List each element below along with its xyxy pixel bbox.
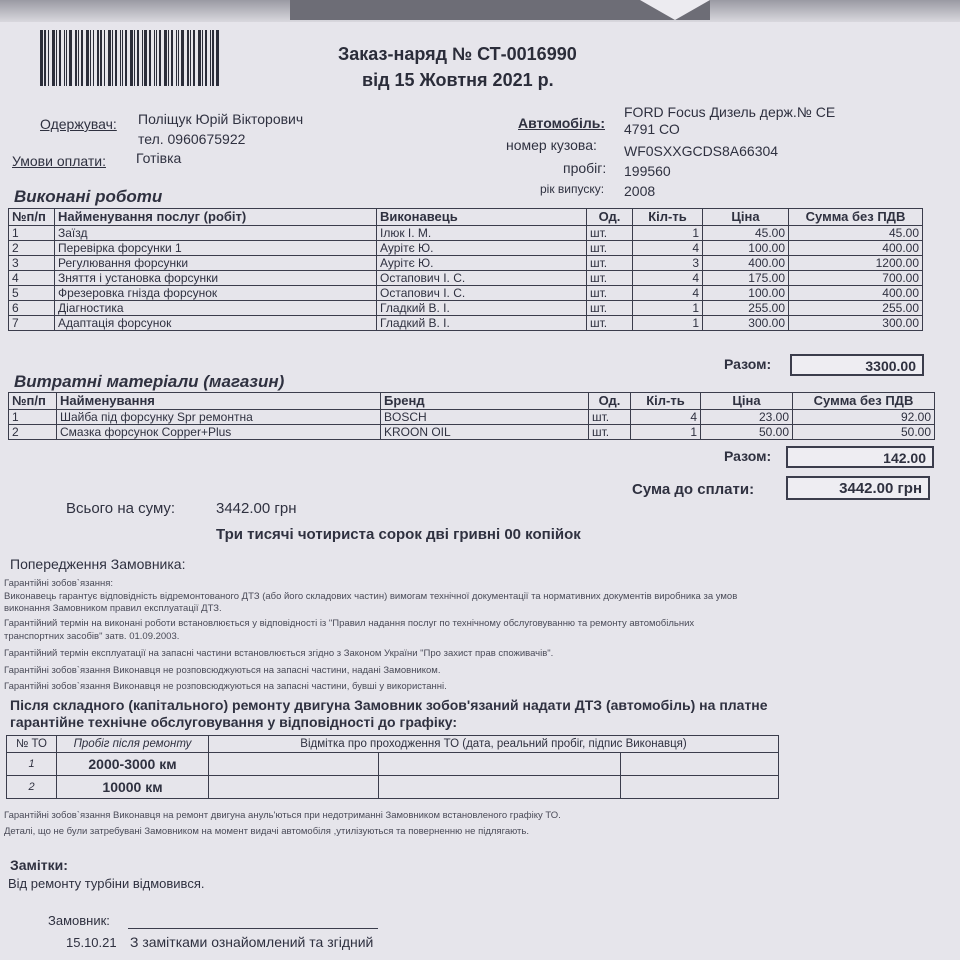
works-cell: 3 [633, 256, 703, 271]
barcode-bar [178, 30, 179, 86]
barcode-bar [130, 30, 133, 86]
barcode-bar [176, 30, 177, 86]
barcode-bar [90, 30, 91, 86]
barcode-bar [48, 30, 49, 86]
works-cell: 300.00 [703, 316, 789, 331]
signature-line [128, 928, 378, 929]
works-cell: Перевірка форсунки 1 [55, 241, 377, 256]
agreement-text: З замітками ознайомлений та згідний [130, 934, 374, 950]
year-value: 2008 [624, 183, 656, 199]
materials-table [8, 392, 935, 440]
barcode [40, 30, 262, 86]
top-band [0, 0, 960, 22]
barcode-bar [137, 30, 139, 86]
barcode-bar [216, 30, 219, 86]
works-cell: 4 [633, 271, 703, 286]
barcode-bar [210, 30, 211, 86]
works-cell: Гладкий В. І. [377, 301, 587, 316]
recipient-phone: тел. 0960675922 [138, 131, 246, 147]
barcode-bar [181, 30, 184, 86]
barcode-bar [56, 30, 57, 86]
works-total-value: 3300.00 [790, 354, 924, 376]
barcode-bar [120, 30, 121, 86]
works-row [9, 241, 923, 256]
barcode-bar [104, 30, 105, 86]
materials-header-cell: Найменування [57, 393, 381, 410]
materials-cell: шт. [589, 425, 631, 440]
barcode-bar [159, 30, 161, 86]
barcode-bar [149, 30, 151, 86]
barcode-bar [168, 30, 169, 86]
works-cell: шт. [587, 256, 633, 271]
total-sum-value: 3442.00 грн [216, 500, 297, 517]
barcode-bar [125, 30, 127, 86]
works-cell: 255.00 [789, 301, 923, 316]
car-line1: FORD Focus Дизель держ.№ СЕ [624, 104, 836, 120]
warning-line: Виконавець гарантує відповідність відремонтованого ДТЗ (або його складових частин) вимогам технічної документації та нормативних документів виробника за умов [4, 591, 738, 602]
car-line2: 4791 СО [624, 121, 680, 137]
barcode-bar [78, 30, 79, 86]
warning-line: Гарантійні зобов`язання Виконавця не розповсюджуються на запасні частини, надані Замовником. [4, 665, 441, 676]
warning-line: виконання Замовником правил експлуатації ДТЗ. [4, 603, 222, 614]
barcode-bar [44, 30, 46, 86]
materials-cell: Шайба під форсунку Spr ремонтна [57, 410, 381, 425]
pay-value: 3442.00 грн [786, 476, 930, 500]
works-row [9, 256, 923, 271]
barcode-bar [64, 30, 65, 86]
works-header-row [9, 209, 923, 226]
barcode-bar [156, 30, 157, 86]
barcode-bar [164, 30, 167, 86]
works-cell: 45.00 [789, 226, 923, 241]
warning-line: Гарантійний термін експлуатації на запасні частини встановлюється згідно з Законом України "Про захист прав споживачів". [4, 648, 554, 659]
schedule-blank-cell [621, 776, 779, 799]
schedule-blank-cell [209, 753, 379, 776]
barcode-bar [100, 30, 102, 86]
schedule-blank-cell [379, 753, 621, 776]
materials-header-cell: Бренд [381, 393, 589, 410]
barcode-bar [108, 30, 111, 86]
recipient-label: Одержувач: [40, 116, 117, 132]
materials-cell: KROON OIL [381, 425, 589, 440]
schedule-row [7, 753, 779, 776]
warning-line: Гарантійний термін на виконані роботи встановлюється у відповідності із "Правил надання послуг по технічному обслуговуванню та ремонту автомобільних [4, 618, 695, 629]
works-cell: 1 [633, 226, 703, 241]
works-cell: 3 [9, 256, 55, 271]
schedule-number-cell: 1 [7, 753, 57, 776]
materials-cell: 50.00 [701, 425, 793, 440]
works-header-cell: Од. [587, 209, 633, 226]
barcode-bar [202, 30, 203, 86]
works-cell: 4 [633, 241, 703, 256]
works-header-cell: Кіл-ть [633, 209, 703, 226]
barcode-bar [212, 30, 214, 86]
schedule-header-cell: Відмітка про проходження ТО (дата, реальний пробіг, підпис Виконавця) [209, 736, 779, 753]
payment-value: Готівка [136, 150, 182, 166]
works-row [9, 301, 923, 316]
works-cell: 300.00 [789, 316, 923, 331]
materials-cell: 50.00 [793, 425, 935, 440]
notes-title: Замітки: [10, 857, 68, 873]
maintenance-schedule-table [6, 735, 779, 799]
works-cell: Аурітє Ю. [377, 241, 587, 256]
works-cell: Фрезеровка гнізда форсунок [55, 286, 377, 301]
schedule-header-cell: № ТО [7, 736, 57, 753]
barcode-bar [52, 30, 55, 86]
materials-cell: 2 [9, 425, 57, 440]
materials-header-cell: №п/п [9, 393, 57, 410]
schedule-blank-cell [209, 776, 379, 799]
signature-date: 15.10.21 [66, 935, 117, 950]
materials-header-cell: Сумма без ПДВ [793, 393, 935, 410]
pay-label: Сума до сплати: [632, 481, 755, 498]
works-cell: шт. [587, 286, 633, 301]
works-cell: Ілюк І. М. [377, 226, 587, 241]
works-cell: шт. [587, 301, 633, 316]
works-cell: Заїзд [55, 226, 377, 241]
works-cell: 1 [633, 301, 703, 316]
materials-cell: 23.00 [701, 410, 793, 425]
materials-cell: Смазка форсунок Copper+Plus [57, 425, 381, 440]
total-sum-label: Всього на суму: [66, 500, 176, 517]
materials-cell: шт. [589, 410, 631, 425]
materials-cell: 92.00 [793, 410, 935, 425]
works-cell: 100.00 [703, 241, 789, 256]
works-cell: 4 [633, 286, 703, 301]
works-cell: 1200.00 [789, 256, 923, 271]
works-row [9, 316, 923, 331]
barcode-bar [75, 30, 77, 86]
maintenance-notice-2: гарантійне технічне обслуговування у відповідності до графіку: [10, 714, 458, 730]
works-cell: 400.00 [703, 256, 789, 271]
materials-section-title: Витратні матеріали (магазин) [14, 372, 285, 391]
materials-row [9, 425, 935, 440]
warning-line: Гарантійні зобов`язання Виконавця не розповсюджуються на запасні частини, бувші у використанні. [4, 681, 447, 692]
payment-label: Умови оплати: [12, 153, 106, 169]
schedule-mileage-cell: 2000-3000 км [57, 753, 209, 776]
works-cell: 45.00 [703, 226, 789, 241]
schedule-number-cell: 2 [7, 776, 57, 799]
works-cell: 1 [9, 226, 55, 241]
works-cell: шт. [587, 226, 633, 241]
works-cell: 6 [9, 301, 55, 316]
warnings-title: Попередження Замовника: [10, 556, 186, 572]
barcode-bar [59, 30, 61, 86]
barcode-bar [93, 30, 94, 86]
warning-line: Гарантійні зобов`язання: [4, 578, 113, 589]
barcode-bar [190, 30, 191, 86]
car-label: Автомобіль: [518, 115, 605, 131]
schedule-header-cell: Пробіг після ремонту [57, 736, 209, 753]
works-cell: 100.00 [703, 286, 789, 301]
works-cell: 4 [9, 271, 55, 286]
materials-cell: 1 [631, 425, 701, 440]
works-cell: Остапович І. С. [377, 271, 587, 286]
works-cell: 7 [9, 316, 55, 331]
barcode-bar [86, 30, 89, 86]
sum-in-words: Три тисячі чотириста сорок дві гривні 00 копійок [216, 526, 581, 543]
works-row [9, 226, 923, 241]
works-total-label: Разом: [724, 356, 772, 372]
barcode-bar [193, 30, 195, 86]
mileage-label: пробіг: [563, 160, 607, 176]
customer-signature-label: Замовник: [48, 913, 110, 928]
schedule-mileage-cell: 10000 км [57, 776, 209, 799]
schedule-note-2: Деталі, що не були затребувані Замовником на момент видачі автомобіля ,утилізуються та поверненню не підлягають. [4, 826, 529, 837]
works-cell: Адаптація форсунок [55, 316, 377, 331]
works-cell: шт. [587, 241, 633, 256]
barcode-bar [205, 30, 207, 86]
barcode-bar [69, 30, 72, 86]
schedule-header-row [7, 736, 779, 753]
materials-cell: 1 [9, 410, 57, 425]
works-header-cell: Сумма без ПДВ [789, 209, 923, 226]
works-cell: 400.00 [789, 241, 923, 256]
vin-value: WF0SXXGCDS8A66304 [624, 143, 779, 159]
works-cell: Регулювання форсунки [55, 256, 377, 271]
works-cell: Зняття і установка форсунки [55, 271, 377, 286]
recipient-name: Поліщук Юрій Вікторович [138, 111, 304, 127]
materials-cell: 4 [631, 410, 701, 425]
barcode-bar [171, 30, 173, 86]
works-cell: 255.00 [703, 301, 789, 316]
works-cell: 400.00 [789, 286, 923, 301]
barcode-bar [144, 30, 147, 86]
works-header-cell: Ціна [703, 209, 789, 226]
materials-header-cell: Кіл-ть [631, 393, 701, 410]
works-row [9, 271, 923, 286]
order-date: від 15 Жовтня 2021 р. [362, 70, 554, 90]
materials-header-row [9, 393, 935, 410]
barcode-bar [154, 30, 155, 86]
works-cell: Гладкий В. І. [377, 316, 587, 331]
works-cell: Остапович І. С. [377, 286, 587, 301]
schedule-blank-cell [621, 753, 779, 776]
schedule-row [7, 776, 779, 799]
barcode-bar [40, 30, 43, 86]
schedule-blank-cell [379, 776, 621, 799]
notes-text: Від ремонту турбіни відмовився. [8, 876, 205, 891]
works-cell: шт. [587, 316, 633, 331]
works-cell: шт. [587, 271, 633, 286]
barcode-bar [142, 30, 143, 86]
year-label: рік випуску: [540, 182, 605, 196]
works-cell: 1 [633, 316, 703, 331]
works-cell: 2 [9, 241, 55, 256]
works-cell: Діагностика [55, 301, 377, 316]
materials-total-label: Разом: [724, 448, 772, 464]
materials-total-value: 142.00 [786, 446, 934, 468]
barcode-bar [112, 30, 113, 86]
mileage-value: 199560 [624, 163, 671, 179]
works-cell: 5 [9, 286, 55, 301]
materials-header-cell: Ціна [701, 393, 793, 410]
works-cell: 700.00 [789, 271, 923, 286]
barcode-bar [122, 30, 123, 86]
works-cell: 175.00 [703, 271, 789, 286]
barcode-bar [66, 30, 67, 86]
works-header-cell: Виконавець [377, 209, 587, 226]
works-header-cell: Найменування послуг (робіт) [55, 209, 377, 226]
warning-line: транспортних засобів" затв. 01.09.2003. [4, 631, 180, 642]
schedule-note-1: Гарантійні зобов`язання Виконавця на ремонт двигуна ануль'ються при недотриманні Замовником встановленого графіку ТО. [4, 810, 561, 821]
vin-label: номер кузова: [506, 137, 597, 153]
order-title: Заказ-наряд № СТ-0016990 [338, 44, 577, 64]
materials-row [9, 410, 935, 425]
barcode-bar [81, 30, 83, 86]
works-header-cell: №п/п [9, 209, 55, 226]
works-table [8, 208, 923, 331]
materials-header-cell: Од. [589, 393, 631, 410]
works-row [9, 286, 923, 301]
works-cell: Аурітє Ю. [377, 256, 587, 271]
maintenance-notice-1: Після складного (капітального) ремонту двигуна Замовник зобов'язаний надати ДТЗ (автомобіль) на платне [10, 697, 768, 713]
barcode-bar [115, 30, 117, 86]
barcode-bar [134, 30, 135, 86]
barcode-bar [187, 30, 189, 86]
barcode-bar [198, 30, 201, 86]
materials-cell: BOSCH [381, 410, 589, 425]
barcode-bar [97, 30, 99, 86]
works-section-title: Виконані роботи [14, 187, 163, 206]
